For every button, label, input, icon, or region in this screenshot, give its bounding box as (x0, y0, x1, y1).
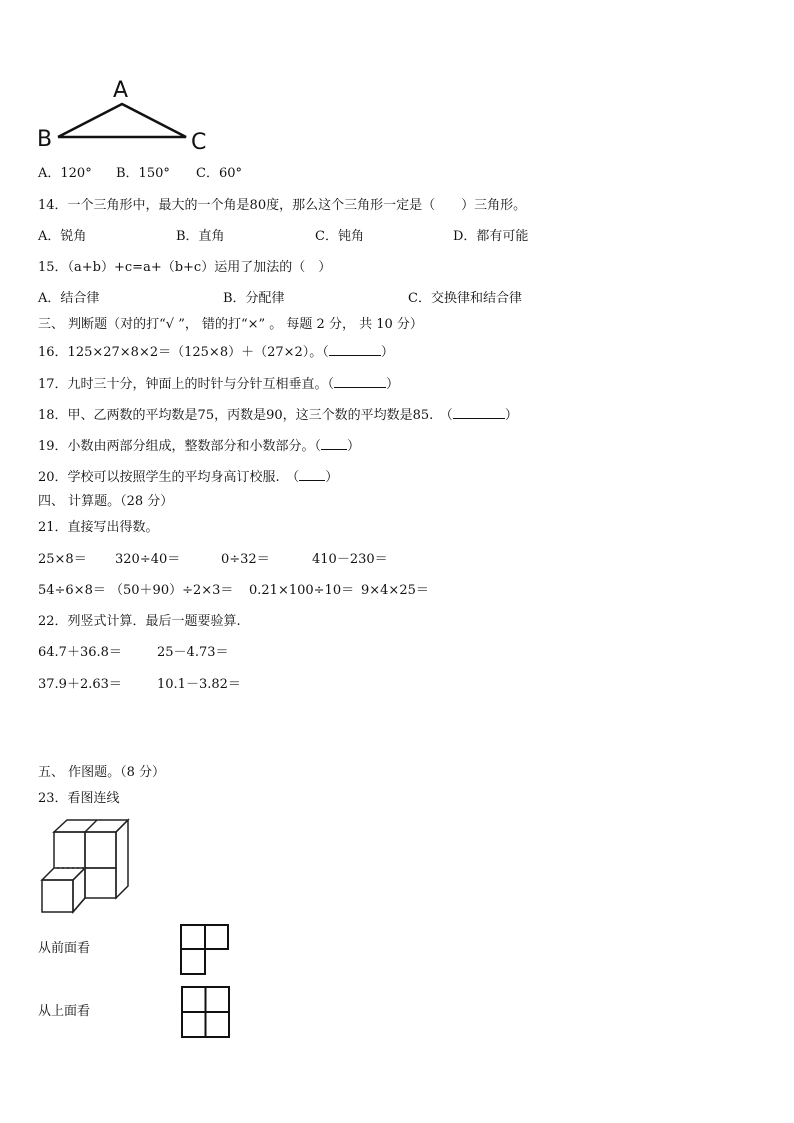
q19-close: ） (347, 439, 361, 454)
section3-heading: 三、 判断题（对的打“√ ”， 错的打“×” 。 每题 2 分， 共 10 分） (38, 317, 423, 332)
q15-option-b: B．分配律 (223, 291, 285, 306)
triangle-vertex-a: A (113, 78, 129, 103)
top-view-label: 从上面看 (38, 1004, 91, 1019)
top-view-grid[interactable] (182, 987, 229, 1037)
q17-close: ） (386, 377, 400, 392)
q20-text: 20．学校可以按照学生的平均身高订校服. （ (38, 470, 300, 485)
q14-stem: 14．一个三角形中，最大的一个角是80度，那么这个三角形一定是（ ）三角形。 (38, 198, 527, 213)
q21-expression: 25×8＝ (38, 552, 87, 567)
q21-expression: 0÷32＝ (221, 552, 270, 567)
q23-stem: 23．看图连线 (38, 791, 120, 806)
q20-close: ） (325, 470, 339, 485)
q14-option-c: C．钝角 (315, 229, 364, 244)
q13-option-b: B．150° (116, 166, 170, 181)
q18-close: ） (504, 408, 518, 423)
q21-expression: 54÷6×8＝ (38, 583, 106, 598)
q22-expression: 37.9＋2.63＝ (38, 677, 122, 692)
q21-stem: 21．直接写出得数。 (38, 520, 159, 535)
q16-text: 16．125×27×8×2＝（125×8）＋（27×2）。（ (38, 345, 329, 360)
q17-text: 17．九时三十分，钟面上的时针与分针互相垂直。（ (38, 377, 335, 392)
q21-expression: 9×4×25＝ (361, 583, 429, 598)
q22-expression: 25－4.73＝ (157, 645, 229, 660)
section5-heading: 五、 作图题。（8 分） (38, 765, 166, 780)
q21-expression: 410－230＝ (312, 552, 388, 567)
q16-close: ） (380, 345, 394, 360)
q21-expression: 320÷40＝ (115, 552, 181, 567)
q13-option-a: A．120° (38, 166, 92, 181)
q14-option-b: B．直角 (176, 229, 225, 244)
front-view-label: 从前面看 (38, 941, 91, 956)
q14-option-d: D．都有可能 (453, 229, 529, 244)
q22-expression: 64.7＋36.8＝ (38, 645, 122, 660)
triangle-vertex-b: B (37, 127, 53, 152)
q19-text: 19．小数由两部分组成，整数部分和小数部分。（ (38, 439, 322, 454)
q15-stem: 15．（a+b）+c=a+（b+c）运用了加法的（ ） (38, 260, 332, 275)
triangle-vertex-c: C (191, 130, 207, 155)
q22-stem: 22．列竖式计算．最后一题要验算. (38, 614, 241, 629)
q15-option-a: A．结合律 (38, 291, 100, 306)
q21-expression: （50＋90）÷2×3＝ (110, 583, 234, 598)
q21-expression: 0.21×100÷10＝ (249, 583, 355, 598)
section4-heading: 四、 计算题。（28 分） (38, 494, 174, 509)
q13-option-c: C．60° (196, 166, 242, 181)
q18-text: 18．甲、乙两数的平均数是75，丙数是90，这三个数的平均数是85. （ (38, 408, 453, 423)
front-view-grid[interactable] (181, 925, 228, 974)
q14-option-a: A．锐角 (38, 229, 87, 244)
q22-expression: 10.1－3.82＝ (157, 677, 241, 692)
q15-option-c: C．交换律和结合律 (408, 291, 522, 306)
